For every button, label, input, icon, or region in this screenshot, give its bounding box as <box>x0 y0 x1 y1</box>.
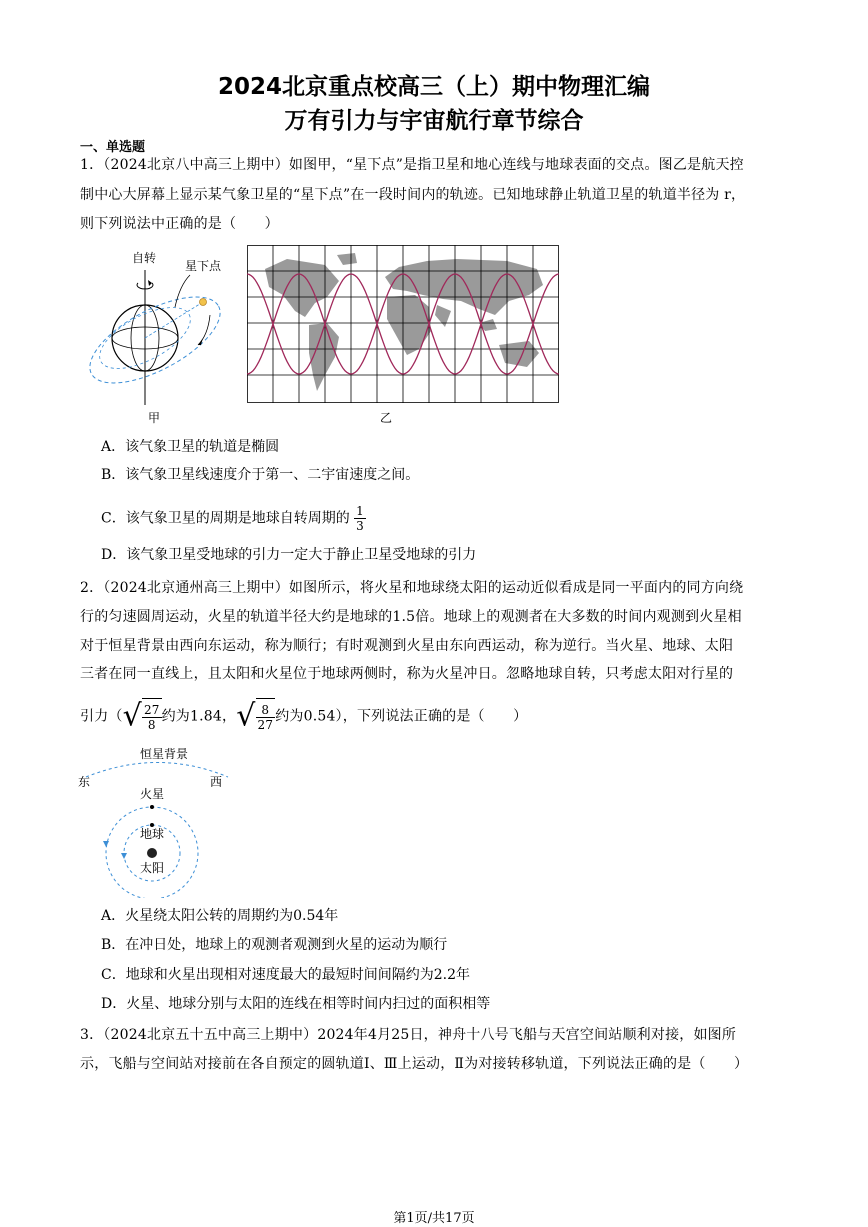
q2-option-d: D．火星、地球分别与太阳的连线在相等时间内扫过的面积相等 <box>101 996 491 1012</box>
q1-stem-line3: 则下列说法中正确的是（ ） <box>80 216 279 232</box>
sqrt-27-over-8: √ $\frac{27}{8}$ <box>122 698 160 734</box>
document-title: 2024北京重点校高三（上）期中物理汇编 <box>217 74 650 100</box>
figure-mars-earth-orbits <box>78 743 238 898</box>
sqrt2-numerator: 8 <box>256 703 276 718</box>
page-number: 第1页/共17页 <box>393 1211 475 1226</box>
fraction-denominator: 3 <box>356 519 364 533</box>
q3-stem-line1: 3．（2024北京五十五中高三上期中）2024年4月25日，神舟十八号飞船与天宫空间站顺利对接，如图所 <box>80 1027 737 1043</box>
q2-stem-line5-mid: 约为1.84， <box>161 708 237 725</box>
figure-ground-track-map <box>247 245 559 425</box>
sqrt2-denominator: 27 <box>257 717 274 732</box>
q2-stem-line5 <box>80 698 795 735</box>
fig-east-label: 东 <box>78 775 91 789</box>
figure-satellite-orbit <box>80 245 230 430</box>
q1-option-c <box>101 504 366 533</box>
fig-mars-label: 火星 <box>140 787 165 801</box>
q2-stem-line4: 三者在同一直线上，且太阳和火星位于地球两侧时，称为火星冲日。忽略地球自转，只考虑太阳对行星的 <box>80 666 734 682</box>
fig-earth-label: 地球 <box>140 827 165 841</box>
q1-stem-line2: 制中心大屏幕上显示某气象卫星的“星下点”在一段时间内的轨迹。已知地球静止轨道卫星的轨道半径为 r， <box>80 187 746 203</box>
q2-stem-line5-post: 约为0.54），下列说法正确的是（ ） <box>275 708 528 725</box>
q2-stem-line2: 行的匀速圆周运动，火星的轨道半径大约是地球的1.5倍。地球上的观测者在大多数的时间内观测到火星相 <box>80 609 742 625</box>
fig-b-caption: 乙 <box>380 411 393 425</box>
sqrt1-denominator: 8 <box>147 717 156 732</box>
fig-a-caption: 甲 <box>148 411 161 425</box>
fig-a-rotation-label: 自转 <box>132 251 157 265</box>
fig-sun-label: 太阳 <box>140 861 165 875</box>
fig-west-label: 西 <box>210 775 223 789</box>
q2-stem-line1: 2．（2024北京通州高三上期中）如图所示，将火星和地球绕太阳的运动近似看成是同一平面内的同方向绕 <box>80 580 744 596</box>
fig-background-label: 恒星背景 <box>140 747 189 761</box>
fraction-numerator: 1 <box>356 504 364 518</box>
q1-option-d: D．该气象卫星受地球的引力一定大于静止卫星受地球的引力 <box>101 547 477 563</box>
q2-option-a: A．火星绕太阳公转的周期约为0.54年 <box>101 908 339 924</box>
q3-stem-line2: 示，飞船与空间站对接前在各自预定的圆轨道Ⅰ、Ⅲ上运动，Ⅱ为对接转移轨道，下列说法正确的是（ ） <box>80 1056 749 1072</box>
q1-option-c-text: C．该气象卫星的周期是地球自转周期的 <box>101 510 350 527</box>
q1-option-a: A．该气象卫星的轨道是椭圆 <box>101 439 280 455</box>
q1-option-b: B．该气象卫星线速度介于第一、二宇宙速度之间。 <box>101 467 420 483</box>
sqrt-8-over-27: √ $\frac{8}{27}$ <box>236 698 274 734</box>
q2-stem-line3: 对于恒星背景由西向东运动，称为顺行；有时观测到火星由东向西运动，称为逆行。当火星、地球、太阳 <box>80 638 734 654</box>
sqrt1-numerator: 27 <box>143 702 160 717</box>
q1-option-c-fraction <box>354 504 366 533</box>
fig-a-point-label: 星下点 <box>185 259 222 273</box>
section-heading: 一、单选题 <box>80 140 146 155</box>
q2-option-b: B．在冲日处，地球上的观测者观测到火星的运动为顺行 <box>101 937 448 953</box>
q1-stem-line1: 1．（2024北京八中高三上期中）如图甲，“星下点”是指卫星和地心连线与地球表面的交点。图乙是航天控 <box>80 157 744 173</box>
q2-option-c: C．地球和火星出现相对速度最大的最短时间间隔约为2.2年 <box>101 967 470 983</box>
q2-stem-line5-pre: 引力（ <box>80 708 123 725</box>
document-subtitle: 万有引力与宇宙航行章节综合 <box>284 108 584 134</box>
